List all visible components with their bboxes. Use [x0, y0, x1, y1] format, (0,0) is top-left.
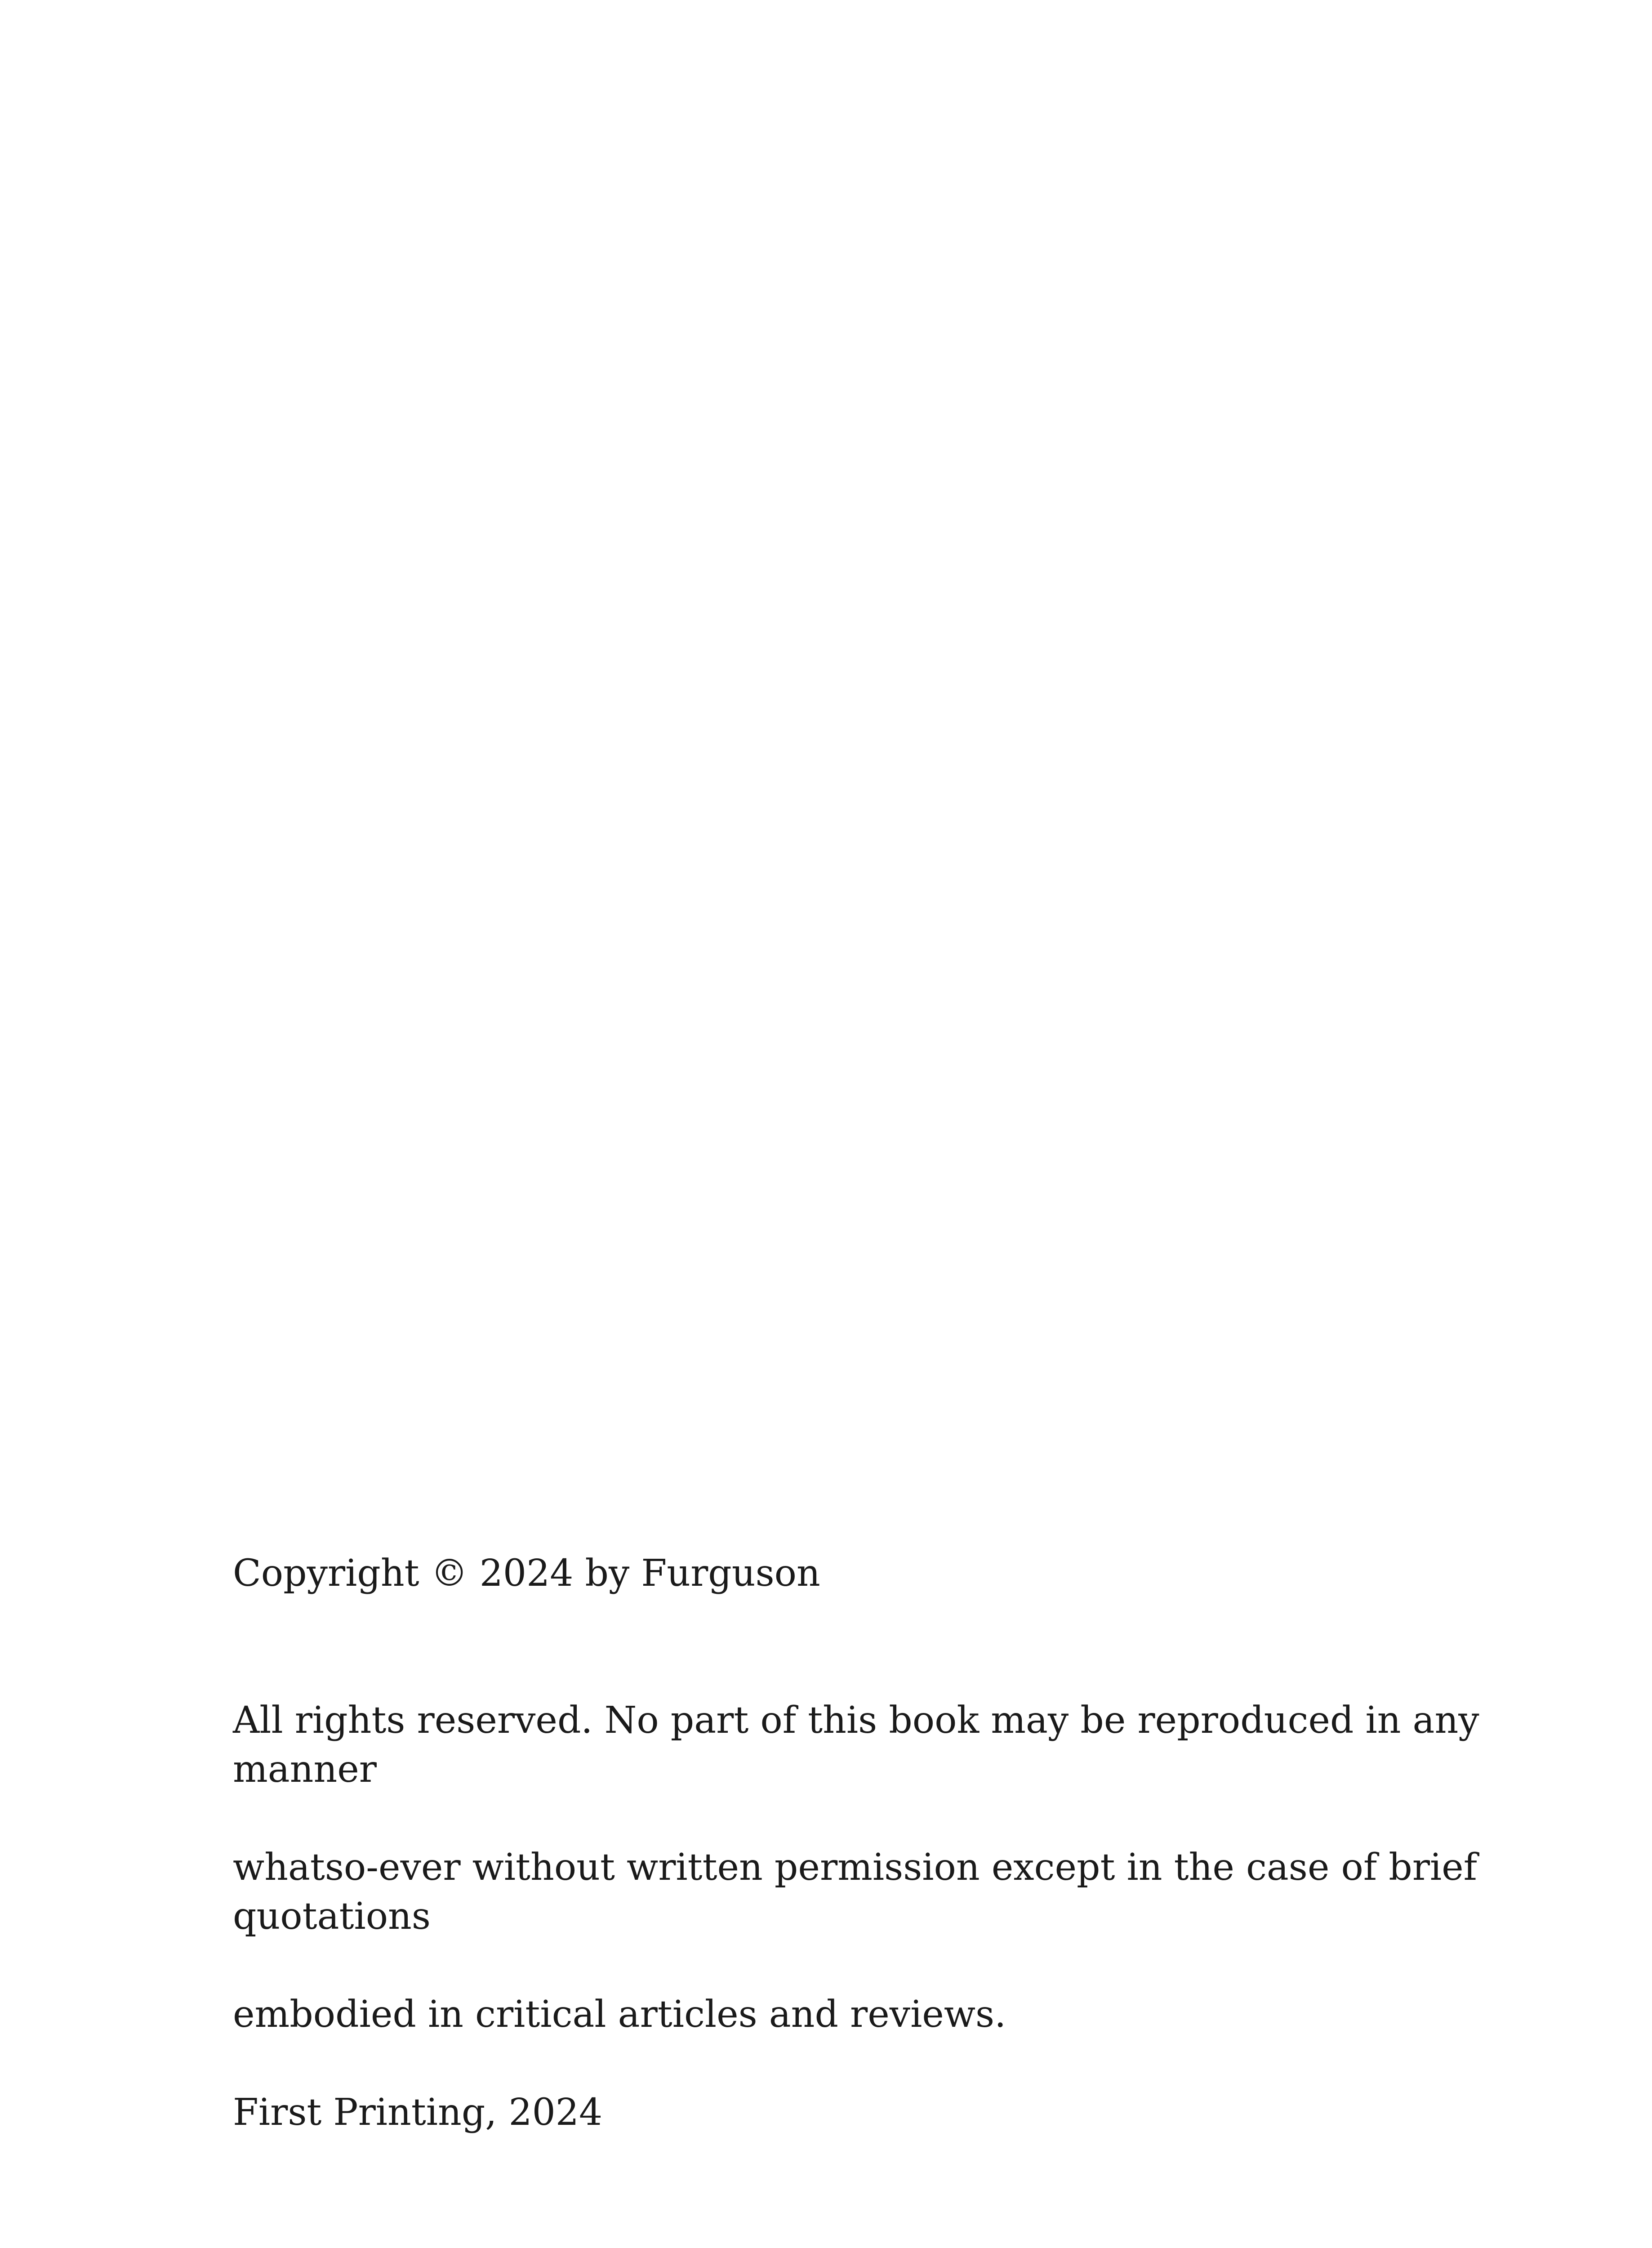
rights-line-2: whatso-ever without written permission except in the case of brief quotations: [233, 1846, 1478, 1938]
copyright-notice: Copyright © 2024 by Furguson: [233, 1552, 820, 1595]
copyright-block: [233, 1549, 1536, 2137]
rights-line-1: All rights reserved. No part of this book may be reproduced in any manner: [233, 1699, 1479, 1791]
first-printing-notice: First Printing, 2024: [233, 2091, 603, 2134]
rights-line-3: embodied in critical articles and reviews.: [233, 1993, 1006, 2036]
rights-reserved-paragraph: [233, 1647, 1536, 2039]
